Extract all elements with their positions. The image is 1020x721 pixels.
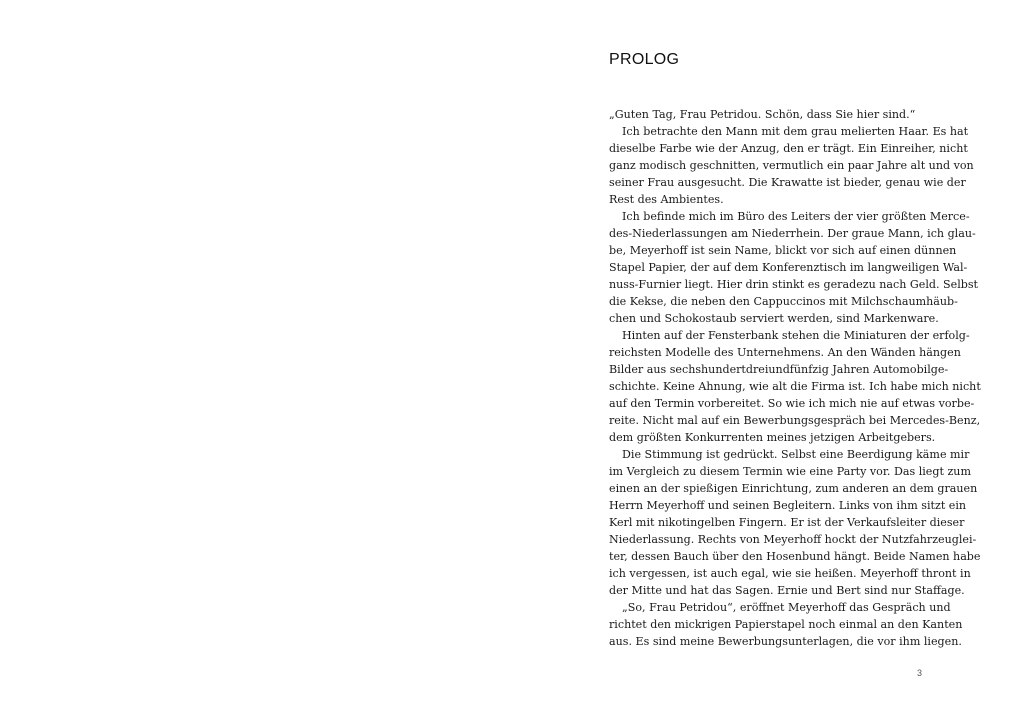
text-line: chen und Schokostaub serviert werden, sind Markenware.: [609, 312, 939, 325]
text-line: „So, Frau Petridou“, eröffnet Meyerhoff das Gespräch und: [622, 601, 951, 614]
text-line: Ich betrachte den Mann mit dem grau melierten Haar. Es hat: [622, 125, 969, 138]
text-line: Hinten auf der Fensterbank stehen die Miniaturen der erfolg-: [622, 329, 970, 342]
text-line: Herrn Meyerhoff und seinen Begleitern. Links von ihm sitzt ein: [609, 499, 967, 512]
right-page: [510, 0, 1020, 721]
text-line: Stapel Papier, der auf dem Konferenztisch im langweiligen Wal-: [609, 261, 968, 274]
text-line: ter, dessen Bauch über den Hosenbund hängt. Beide Namen habe: [609, 550, 981, 563]
chapter-title: PROLOG: [609, 51, 680, 68]
text-line: „Guten Tag, Frau Petridou. Schön, dass Sie hier sind.“: [609, 108, 916, 121]
text-line: Niederlassung. Rechts von Meyerhoff hockt der Nutzfahrzeuglei-: [609, 533, 977, 546]
text-line: Kerl mit nikotingelben Fingern. Er ist der Verkaufsleiter dieser: [609, 516, 965, 529]
text-line: be, Meyerhoff ist sein Name, blickt vor sich auf einen dünnen: [609, 244, 957, 257]
text-line: aus. Es sind meine Bewerbungsunterlagen, die vor ihm liegen.: [609, 635, 962, 648]
page-number: 3: [916, 668, 922, 678]
text-line: die Kekse, die neben den Cappuccinos mit Milchschaumhäub-: [609, 295, 958, 308]
text-line: reichsten Modelle des Unternehmens. An den Wänden hängen: [609, 346, 961, 359]
text-line: nuss-Furnier liegt. Hier drin stinkt es geradezu nach Geld. Selbst: [609, 278, 979, 291]
text-line: dem größten Konkurrenten meines jetzigen Arbeitgebers.: [609, 431, 936, 444]
text-line: dieselbe Farbe wie der Anzug, den er trägt. Ein Einreiher, nicht: [609, 142, 968, 155]
text-line: des-Niederlassungen am Niederrhein. Der graue Mann, ich glau-: [609, 227, 976, 240]
text-line: Rest des Ambientes.: [609, 193, 724, 206]
text-line: ich vergessen, ist auch egal, wie sie heißen. Meyerhoff thront in: [609, 567, 971, 580]
text-line: Ich befinde mich im Büro des Leiters der vier größten Merce-: [622, 210, 970, 223]
text-line: der Mitte und hat das Sagen. Ernie und Bert sind nur Staffage.: [609, 584, 965, 597]
text-line: einen an der spießigen Einrichtung, zum anderen an dem grauen: [609, 482, 978, 495]
text-line: seiner Frau ausgesucht. Die Krawatte ist bieder, genau wie der: [609, 176, 966, 189]
text-line: richtet den mickrigen Papierstapel noch einmal an den Kanten: [609, 618, 963, 631]
text-line: Bilder aus sechshundertdreiundfünfzig Jahren Automobilge-: [609, 363, 949, 376]
text-line: schichte. Keine Ahnung, wie alt die Firma ist. Ich habe mich nicht: [609, 380, 981, 393]
body-text: [609, 106, 981, 650]
text-line: Die Stimmung ist gedrückt. Selbst eine Beerdigung käme mir: [622, 448, 970, 461]
text-line: im Vergleich zu diesem Termin wie eine Party vor. Das liegt zum: [609, 465, 971, 478]
text-line: auf den Termin vorbereitet. So wie ich mich nie auf etwas vorbe-: [609, 397, 975, 410]
text-line: ganz modisch geschnitten, vermutlich ein paar Jahre alt und von: [609, 159, 974, 172]
text-line: reite. Nicht mal auf ein Bewerbungsgespräch bei Mercedes-Benz,: [609, 414, 981, 427]
